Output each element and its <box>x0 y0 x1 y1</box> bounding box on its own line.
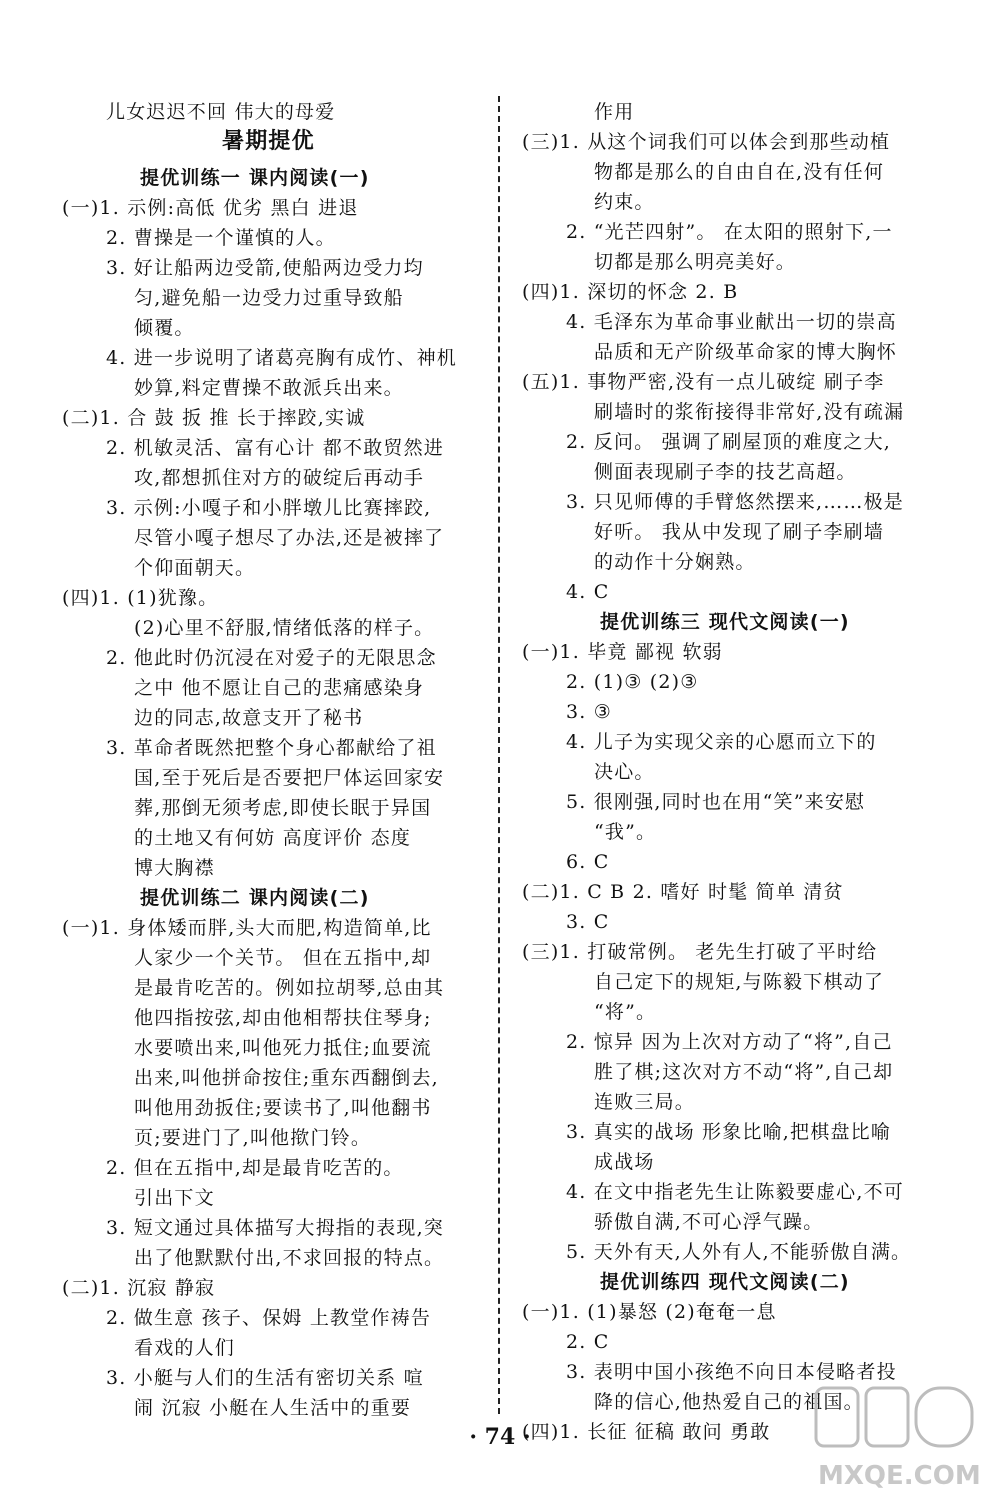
section-heading: 提优训练四 现代文阅读(二) <box>600 1271 850 1293</box>
answer-line: 6. C <box>566 851 610 873</box>
answer-line: 约束。 <box>594 191 655 213</box>
answer-line: 决心。 <box>594 761 655 783</box>
answer-line: 水要喷出来,叫他死力抵住;血要流 <box>134 1037 432 1059</box>
answer-line: 尽管小嘎子想尽了办法,还是被摔了 <box>134 527 445 549</box>
answer-line: 2. 但在五指中,却是最肯吃苦的。 <box>106 1157 404 1179</box>
answer-line: (一)1. 身体矮而胖,头大而肥,构造简单,比 <box>62 917 432 939</box>
answer-line: 2. 曹操是一个谨慎的人。 <box>106 227 336 249</box>
answer-line: 2. 惊异 因为上次对方动了“将”,自己 <box>566 1031 893 1053</box>
column-divider <box>498 96 500 1414</box>
watermark-url: MXQE.COM <box>818 1461 981 1491</box>
answer-line: 人家少一个关节。 但在五指中,却 <box>134 947 432 969</box>
answer-line: (五)1. 事物严密,没有一点儿破绽 刷子李 <box>522 371 885 393</box>
answer-line: 2. 反问。 强调了刷屋顶的难度之大, <box>566 431 892 453</box>
answer-line: 3. C <box>566 911 610 933</box>
answer-line: 个仰面朝天。 <box>134 557 256 579</box>
answer-line: (二)1. 沉寂 静寂 <box>62 1277 216 1299</box>
answer-line: 3. 革命者既然把整个身心都献给了祖 <box>106 737 437 759</box>
answer-line: 成战场 <box>594 1151 655 1173</box>
answer-line: 3. 小艇与人们的生活有密切关系 喧 <box>106 1367 424 1389</box>
answer-line: 看戏的人们 <box>134 1337 236 1359</box>
answer-line: (二)1. C B 2. 嗜好 时髦 简单 清贫 <box>522 881 844 903</box>
answer-line: 匀,避免船一边受力过重导致船 <box>134 287 404 309</box>
answer-line: (2)心里不舒服,情绪低落的样子。 <box>134 617 435 639</box>
answer-line: 的土地又有何妨 高度评价 态度 <box>134 827 412 849</box>
answer-line: 妙算,料定曹操不敢派兵出来。 <box>134 377 404 399</box>
answer-line: 2. (1)③ (2)③ <box>566 671 699 693</box>
answer-line: 3. 示例:小嘎子和小胖墩儿比赛摔跤, <box>106 497 432 519</box>
answer-line: (二)1. 合 鼓 扳 推 长于摔跤,实诚 <box>62 407 366 429</box>
answer-line: 切都是那么明亮美好。 <box>594 251 797 273</box>
answer-line: (三)1. 从这个词我们可以体会到那些动植 <box>522 131 891 153</box>
answer-line: 闹 沉寂 小艇在人生活中的重要 <box>134 1397 412 1419</box>
section-heading: 提优训练一 课内阅读(一) <box>140 167 370 189</box>
answer-line: 3. ③ <box>566 701 613 723</box>
answer-line: “将”。 <box>594 1001 657 1023</box>
answer-line: “我”。 <box>594 821 657 843</box>
answer-line: 胜了棋;这次对方不动“将”,自己却 <box>594 1061 894 1083</box>
answer-line: 出来,叫他拼命按住;重东西翻倒去, <box>134 1067 439 1089</box>
answer-line: 边的同志,故意支开了秘书 <box>134 707 364 729</box>
answer-line: 葬,那倒无须考虑,即使长眠于异国 <box>134 797 432 819</box>
answer-line: 品质和无产阶级革命家的博大胸怀 <box>594 341 898 363</box>
answer-line: 倾覆。 <box>134 317 195 339</box>
answer-line: 自己定下的规矩,与陈毅下棋动了 <box>594 971 885 993</box>
answer-line: 是最肯吃苦的。例如拉胡琴,总由其 <box>134 977 445 999</box>
answer-line: 作用 <box>594 101 635 123</box>
answer-line: 4. C <box>566 581 610 603</box>
answer-line: (四)1. 深切的怀念 2. B <box>522 281 739 303</box>
answer-line: 4. 进一步说明了诸葛亮胸有成竹、神机 <box>106 347 457 369</box>
answer-line: 连败三局。 <box>594 1091 696 1113</box>
answer-line: 好听。 我从中发现了刷子李刷墙 <box>594 521 885 543</box>
answer-line: 的动作十分娴熟。 <box>594 551 756 573</box>
answer-line: 侧面表现刷子李的技艺高超。 <box>594 461 857 483</box>
answer-line: 2. 机敏灵活、富有心计 都不敢贸然进 <box>106 437 445 459</box>
answer-line: 3. 真实的战场 形象比喻,把棋盘比喻 <box>566 1121 892 1143</box>
answer-line: 物都是那么的自由自在,没有任何 <box>594 161 885 183</box>
answer-line: 3. 只见师傅的手臂悠然摆来,……极是 <box>566 491 905 513</box>
answer-line: (一)1. (1)暴怒 (2)奄奄一息 <box>522 1301 777 1323</box>
answer-line: 4. 在文中指老先生让陈毅要虚心,不可 <box>566 1181 905 1203</box>
section-heading: 提优训练三 现代文阅读(一) <box>600 611 850 633</box>
watermark-logo <box>806 1380 988 1495</box>
answer-line: 2. 做生意 孩子、保姆 上教堂作祷告 <box>106 1307 432 1329</box>
answer-line: 刷墙时的浆衔接得非常好,没有疏漏 <box>594 401 905 423</box>
answer-line: (一)1. 示例:高低 优劣 黑白 进退 <box>62 197 359 219</box>
answer-line: 国,至于死后是否要把尸体运回家安 <box>134 767 445 789</box>
answer-line: 博大胸襟 <box>134 857 215 879</box>
answer-line: (四)1. 长征 征稿 敢问 勇敢 <box>522 1421 771 1443</box>
answer-line: 攻,都想抓住对方的破绽后再动手 <box>134 467 425 489</box>
answer-line: (一)1. 毕竟 鄙视 软弱 <box>522 641 723 663</box>
answer-line: 叫他用劲扳住;要读书了,叫他翻书 <box>134 1097 432 1119</box>
answer-line: 2. C <box>566 1331 610 1353</box>
answer-line: 骄傲自满,不可心浮气躁。 <box>594 1211 824 1233</box>
answer-line: 5. 很刚强,同时也在用“笑”来安慰 <box>566 791 866 813</box>
answer-line: 之中 他不愿让自己的悲痛感染身 <box>134 677 425 699</box>
answer-line: (四)1. (1)犹豫。 <box>62 587 219 609</box>
answer-line: 4. 儿子为实现父亲的心愿而立下的 <box>566 731 877 753</box>
answer-line: 引出下文 <box>134 1187 215 1209</box>
answer-line: 他四指按弦,却由他相帮扶住琴身; <box>134 1007 432 1029</box>
answer-line: 5. 天外有天,人外有人,不能骄傲自满。 <box>566 1241 912 1263</box>
page-number: · 74 · <box>469 1424 531 1450</box>
answer-line: 4. 毛泽东为革命事业献出一切的崇高 <box>566 311 897 333</box>
answer-line: 2. “光芒四射”。 在太阳的照射下,一 <box>566 221 893 243</box>
answer-line: 出了他默默付出,不求回报的特点。 <box>134 1247 445 1269</box>
answer-line: 页;要进门了,叫他揿门铃。 <box>134 1127 372 1149</box>
answer-line: (三)1. 打破常例。 老先生打破了平时给 <box>522 941 878 963</box>
answer-line: 2. 他此时仍沉浸在对爱子的无限思念 <box>106 647 437 669</box>
answer-line: 3. 表明中国小孩绝不向日本侵略者投 <box>566 1361 897 1383</box>
section-heading: 提优训练二 课内阅读(二) <box>140 887 370 909</box>
answer-line: 儿女迟迟不回 伟大的母爱 <box>106 101 336 123</box>
answer-line: 降的信心,他热爱自己的祖国。 <box>594 1391 864 1413</box>
section-title: 暑期提优 <box>222 129 315 154</box>
answer-line: 3. 好让船两边受箭,使船两边受力均 <box>106 257 424 279</box>
answer-line: 3. 短文通过具体描写大拇指的表现,突 <box>106 1217 445 1239</box>
